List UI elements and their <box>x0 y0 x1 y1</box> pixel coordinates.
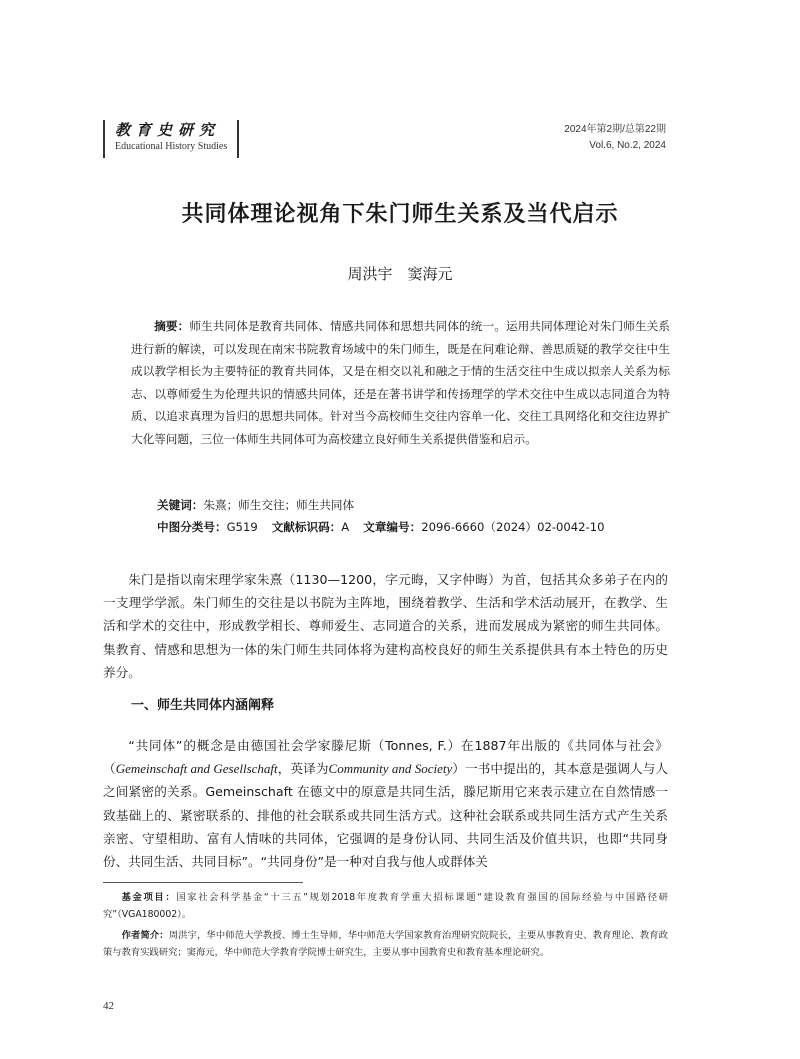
section-1-paragraph <box>103 734 668 873</box>
abstract <box>131 315 670 450</box>
issue-info-cn: 2024年第2期/总第22期 <box>564 124 666 135</box>
fund-text: 国家社会科学基金“十三五”规划2018年度教育学重大招标课题“建设教育强国的国际经验与中国路径研究”（VGA180002）。 <box>103 892 668 920</box>
article-no-value: 2096-6660（2024）02-0042-10 <box>421 520 605 534</box>
footnote-fund <box>103 890 668 923</box>
section-heading-1: 一、师生共同体内涵阐释 <box>131 698 275 713</box>
p2-part-c: ）一书中提出的，其本意是强调人与人之间紧密的关系。Gemeinschaft 在德文中的原意是共同生活，滕尼斯用它来表示建立在自然情感一致基础上的、紧密联系的、排他的社会联系或共同生活方式。这种社会联系或共同生活方式产生关系亲密、守望相助、富有人情味的共同体，它强调的是身份认同、共同生活及价值共识，也即“共同身份、共同生活、共同目标”。“共同身份”是一种对自我与他人或群体关 <box>103 761 669 870</box>
p2-italic-english: Community and Society <box>328 761 453 777</box>
author-info-text: 周洪宇，华中师范大学教授、博士生导师，华中师范大学国家教育治理研究院院长，主要从事教育史、教育理论、教育政策与教育实践研究；窦海元，华中师范大学教育学院博士研究生，主要从事中国教育史和教育基本理论研究。 <box>103 930 668 958</box>
footnote-divider <box>103 882 303 883</box>
issue-info <box>564 122 666 154</box>
article-no-label: 文章编号： <box>363 520 422 534</box>
keywords-text: 朱熹；师生交往；师生共同体 <box>203 498 355 512</box>
article-authors: 周洪宇 窦海元 <box>347 265 453 283</box>
abstract-label: 摘要： <box>154 319 190 333</box>
fund-label: 基金项目： <box>121 892 177 903</box>
abstract-text: 师生共同体是教育共同体、情感共同体和思想共同体的统一。运用共同体理论对朱门师生关系进行新的解读，可以发现在南宋书院教育场域中的朱门师生，既是在问难论辩、善思质疑的教学交往中生成以教学相长为主要特征的教育共同体，又是在相交以礼和融之于情的生活交往中生成以拟亲人关系为标志、以尊师爱生为伦理共识的情感共同体，还是在著书讲学和传扬理学的学术交往中生成以志同道合为特质、以追求真理为旨归的思想共同体。针对当今高校师生交往内容单一化、交往工具网络化和交往边界扩大化等问题，三位一体师生共同体可为高校建立良好师生关系提供借鉴和启示。 <box>131 319 670 446</box>
p2-italic-german: Gemeinschaft and Gesellschaft <box>115 761 278 777</box>
keywords-label: 关键词： <box>157 498 204 512</box>
journal-title-cn: 教育史研究 <box>115 121 221 139</box>
doc-code-label: 文献标识码： <box>271 520 342 534</box>
author-info-label: 作者简介： <box>121 930 169 941</box>
page-number: 42 <box>103 1000 114 1012</box>
issue-info-en: Vol.6, No.2, 2024 <box>589 140 666 151</box>
journal-masthead <box>103 120 227 158</box>
article-title: 共同体理论视角下朱门师生关系及当代启示 <box>181 202 619 227</box>
intro-text: 朱门是指以南宋理学家朱熹（1130—1200，字元晦，又字仲晦）为首，包括其众多弟子在内的一支理学学派。朱门师生的交往是以书院为主阵地，围绕着教学、生活和学术活动展开，在教学、生活和学术的交往中，形成教学相长、尊师爱生、志同道合的关系，进而发展成为紧密的师生共同体。集教育、情感和思想为一体的朱门师生共同体将为建构高校良好的师生关系提供具有本土特色的历史养分。 <box>103 572 668 680</box>
p2-part-b: ，英译为 <box>277 761 329 777</box>
doc-code-value: A <box>341 520 350 534</box>
p2-part-a: “共同体”的概念是由德国社会学家滕尼斯（Tonnes, F.）在1887年出版的《共同体与社会》（ <box>103 738 668 777</box>
footnote-author <box>103 928 668 961</box>
intro-paragraph <box>103 568 668 684</box>
clc-value: G519 <box>226 520 258 534</box>
clc-label: 中图分类号： <box>157 520 227 534</box>
classification-line <box>157 517 604 537</box>
masthead-divider <box>237 120 239 158</box>
keywords <box>157 495 354 515</box>
journal-title-en: Educational History Studies <box>115 141 228 152</box>
